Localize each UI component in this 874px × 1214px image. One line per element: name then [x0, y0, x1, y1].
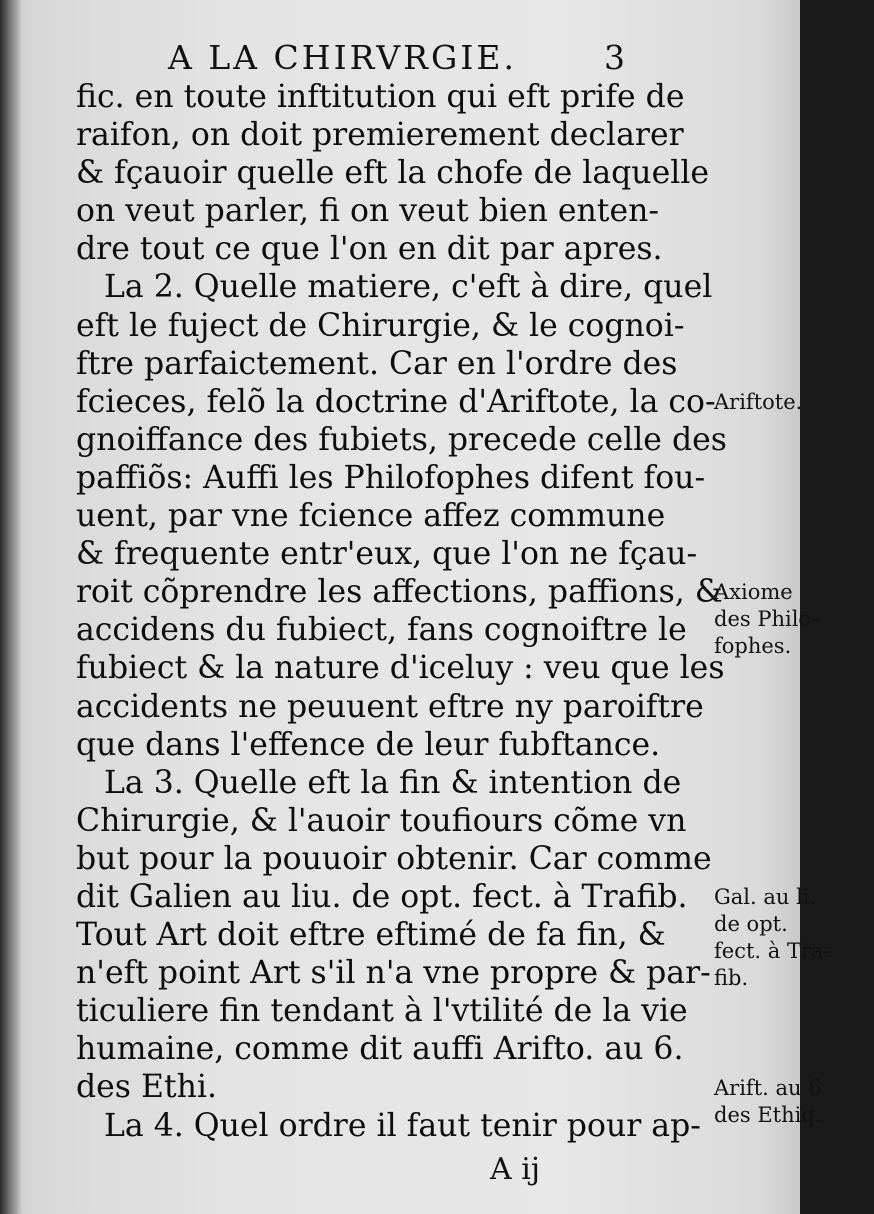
margin-note-line: Arift. au 6: [714, 1075, 822, 1100]
margin-note-line: des Philo-: [714, 607, 819, 632]
margin-note: [714, 389, 802, 416]
text-line: La 3. Quelle eft la fin & intention de: [104, 764, 682, 801]
text-line: fic. en toute inftitution qui eft prife de: [76, 79, 685, 115]
margin-note: [714, 1075, 822, 1129]
text-line: La 4. Quel ordre il faut tenir pour ap-: [104, 1107, 701, 1144]
text-line: fubiect & la nature d'iceluy : veu que les: [76, 650, 725, 687]
text-line: & fçauoir quelle eft la chofe de laquelle: [76, 155, 710, 192]
text-line: paffiõs: Auffi les Philofophes difent fou-: [76, 459, 706, 496]
text-line: on veut parler, fi on veut bien enten-: [76, 193, 660, 230]
margin-note: [714, 884, 831, 992]
text-line: dit Galien au liu. de opt. fect. à Trafib.: [76, 878, 688, 915]
text-line: but pour la pouuoir obtenir. Car comme: [76, 840, 712, 877]
text-line: gnoiffance des fubiets, precede celle des: [76, 421, 727, 458]
margin-note-line: fib.: [714, 966, 749, 991]
text-line: des Ethi.: [76, 1069, 218, 1106]
margin-note-line: Ariftote.: [714, 389, 803, 414]
margin-note-line: de opt.: [714, 912, 788, 937]
running-title: A LA CHIRVRGIE.: [168, 38, 517, 77]
margin-note: [714, 579, 818, 660]
text-line: humaine, comme dit auffi Arifto. au 6.: [76, 1031, 684, 1068]
text-line: uent, par vne fcience affez commune: [76, 498, 666, 535]
text-line: Chirurgie, & l'auoir toufiours cõme vn: [76, 802, 687, 839]
body-text: [76, 78, 831, 1145]
text-line: eft le fuject de Chirurgie, & le cognoi-: [76, 307, 685, 344]
margin-note-line: fect. à Tra-: [714, 939, 831, 964]
margin-note-line: fophes.: [714, 634, 792, 659]
text-line: dre tout ce que l'on en dit par apres.: [76, 231, 663, 268]
text-line: Tout Art doit eftre eftimé de fa fin, &: [76, 917, 666, 954]
page-number: 3: [604, 38, 628, 77]
text-line: roit cõprendre les affections, paffions, &: [76, 574, 723, 611]
text-line: ftre parfaictement. Car en l'ordre des: [76, 345, 678, 382]
margin-note-line: Gal. au li.: [714, 885, 817, 910]
text-line: accidents ne peuuent eftre ny paroiftre: [76, 688, 704, 725]
signature-mark: A ij: [490, 1152, 541, 1187]
margin-note-line: Axiome: [714, 580, 793, 605]
text-line: n'eft point Art s'il n'a vne propre & par-: [76, 955, 711, 992]
gutter-shadow: [0, 0, 22, 1214]
margin-note-line: des Ethiq.: [714, 1102, 822, 1127]
text-line: raifon, on doit premierement declarer: [76, 117, 684, 154]
text-line: accidens du fubiect, fans cognoiftre le: [76, 612, 687, 649]
text-line: ticuliere fin tendant à l'vtilité de la vie: [76, 993, 688, 1030]
text-line: que dans l'effence de leur fubftance.: [76, 726, 661, 763]
text-line: & frequente entr'eux, que l'on ne fçau-: [76, 536, 698, 573]
text-line: fcieces, felõ la doctrine d'Ariftote, la co-: [76, 383, 716, 420]
text-line: La 2. Quelle matiere, c'eft à dire, quel: [104, 269, 713, 306]
